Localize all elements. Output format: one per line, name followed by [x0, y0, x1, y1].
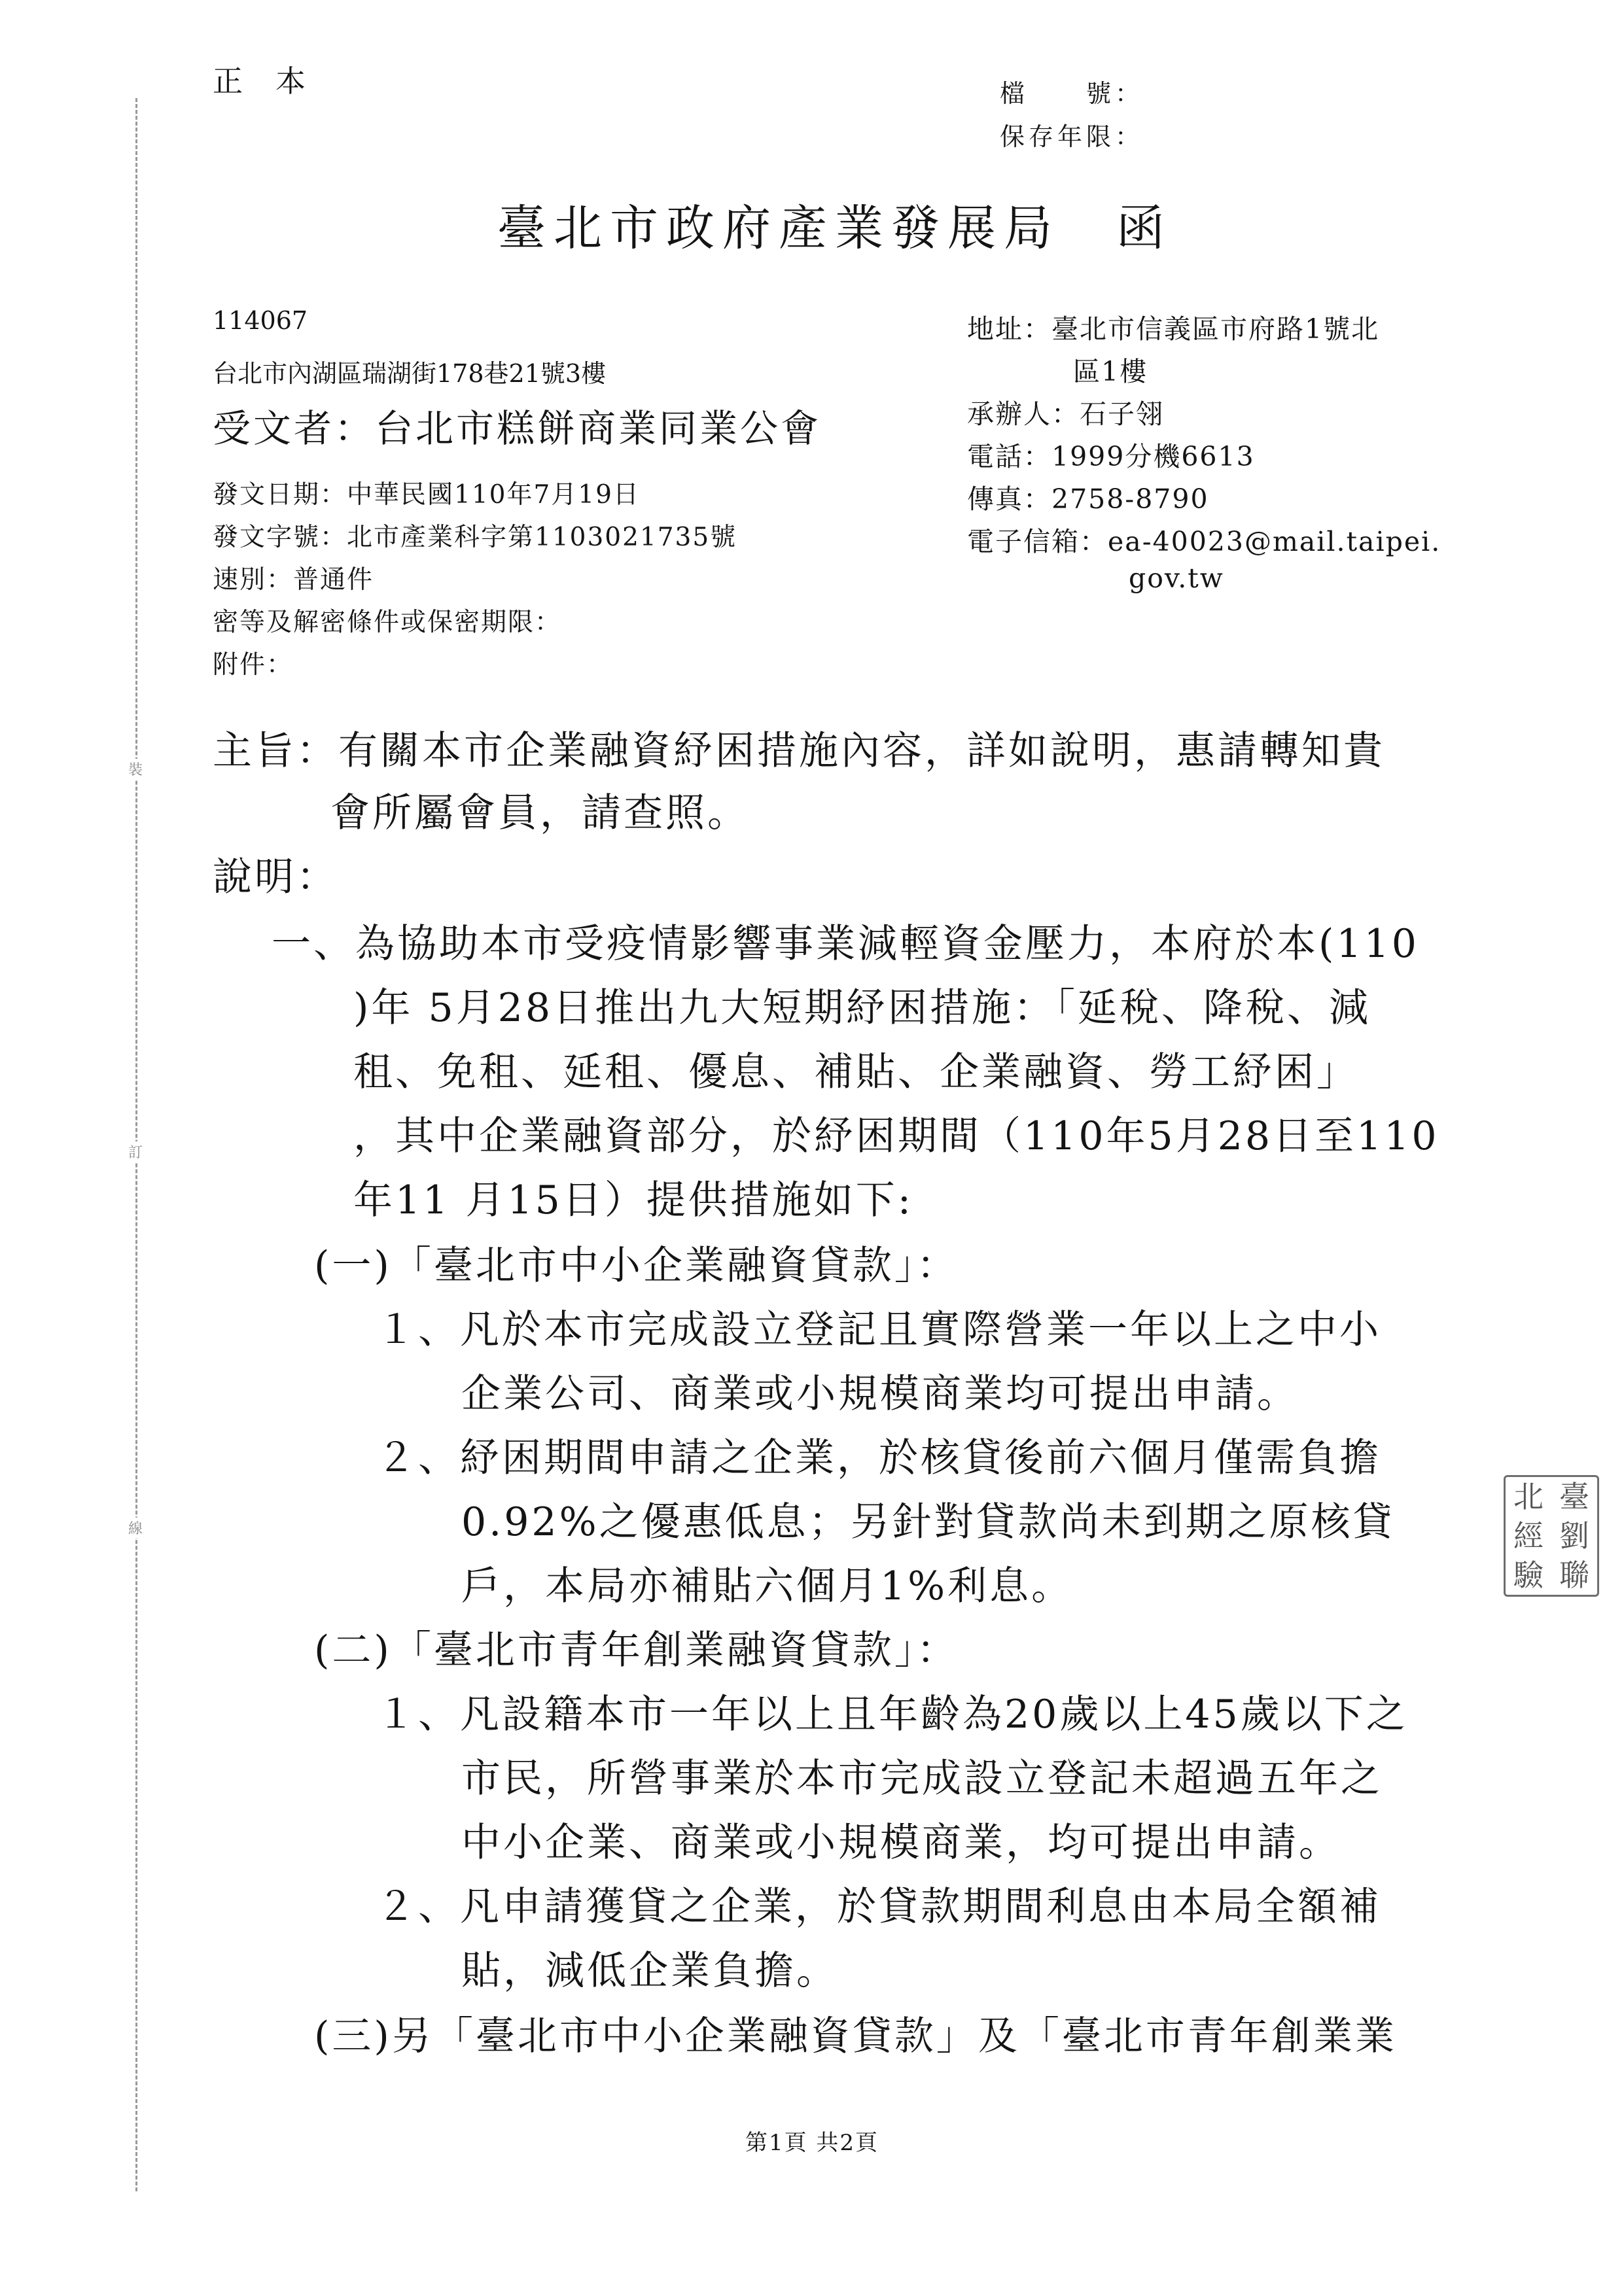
postal-code: 114067 [213, 306, 308, 335]
recipient-address: 台北市內湖區瑞湖街178巷21號3樓 [213, 359, 607, 388]
issue-reference: 發文字號：北市產業科字第1103021735號 [213, 523, 737, 552]
recipient-name: 受文者：台北市糕餅商業同業公會 [213, 406, 822, 451]
file-number: 檔 號： [1000, 79, 1144, 108]
section-1-item2-line3: 戶，本局亦補貼六個月1%利息。 [461, 1563, 1074, 1609]
page-number: 第1頁 共2頁 [745, 2130, 879, 2156]
copy-label: 正本 [213, 63, 338, 99]
section-2-item2-line1: ２、凡申請獲貸之企業，於貸款期間利息由本局全額補 [376, 1884, 1381, 1930]
seal-char: 經 [1513, 1518, 1544, 1554]
binding-mark-xian: 線 [126, 1518, 145, 1538]
paragraph-1-line5: 年11 月15日）提供措施如下: [353, 1177, 913, 1223]
subject-line1: 主旨：有關本市企業融資紓困措施內容，詳如說明，惠請轉知貴 [213, 728, 1385, 774]
seal-char: 劉 [1559, 1518, 1589, 1554]
attachment: 附件： [213, 650, 294, 680]
email-line2: gov.tw [1129, 563, 1224, 594]
section-1-item1-line1: １、凡於本市完成設立登記且實際營業一年以上之中小 [376, 1307, 1381, 1353]
official-seal-stamp [1504, 1475, 1599, 1597]
seal-char: 驗 [1513, 1557, 1544, 1593]
retention-period: 保存年限： [1000, 122, 1144, 151]
section-1-item2-line1: ２、紓困期間申請之企業，於核貸後前六個月僅需負擔 [376, 1435, 1381, 1481]
sender-address-line2: 區1樓 [1073, 356, 1148, 387]
section-1-title: (一)「臺北市中小企業融資貸款」： [314, 1243, 959, 1289]
paragraph-1-line2: )年 5月28日推出九大短期紓困措施：「延稅、降稅、減 [353, 985, 1371, 1031]
subject-line2: 會所屬會員，請查照。 [330, 790, 749, 836]
section-2-item1-line2: 市民，所營事業於本市完成設立登記未超過五年之 [461, 1756, 1383, 1801]
section-2-item1-line1: １、凡設籍本市一年以上且年齡為20歲以上45歲以下之 [376, 1692, 1408, 1737]
paragraph-1-line4: ，其中企業融資部分，於紓困期間（110年5月28日至110 [353, 1113, 1439, 1159]
seal-char: 聯 [1559, 1557, 1589, 1593]
section-2-title: (二)「臺北市青年創業融資貸款」： [314, 1627, 959, 1673]
section-1-item1-line2: 企業公司、商業或小規模商業均可提出申請。 [461, 1371, 1299, 1417]
seal-char: 北 [1513, 1479, 1544, 1514]
fax: 傳真：2758-8790 [967, 483, 1209, 515]
sender-address-line1: 地址：臺北市信義區市府路1號北 [967, 313, 1380, 345]
binding-mark-zhuang: 裝 [126, 759, 145, 779]
section-1-item2-line2: 0.92%之優惠低息；另針對貸款尚未到期之原核貸 [461, 1499, 1395, 1545]
section-2-item2-line2: 貼，減低企業負擔。 [461, 1948, 838, 1994]
explanation-label: 說明： [213, 854, 338, 900]
seal-char: 臺 [1559, 1479, 1589, 1514]
phone: 電話：1999分機6613 [967, 441, 1255, 472]
secrecy-level: 密等及解密條件或保密期限： [213, 608, 562, 637]
delivery-speed: 速別：普通件 [213, 565, 374, 595]
section-2-item1-line3: 中小企業、商業或小規模商業，均可提出申請。 [461, 1820, 1341, 1866]
document-title: 臺北市政府產業發展局 函 [497, 200, 1173, 256]
paragraph-1-line3: 租、免租、延租、優息、補貼、企業融資、勞工紓困」 [353, 1049, 1358, 1095]
contact-person: 承辦人：石子翎 [967, 398, 1164, 430]
email-line1: 電子信箱：ea-40023@mail.taipei. [967, 526, 1441, 557]
section-3-line1: (三)另「臺北市中小企業融資貸款」及「臺北市青年創業業 [314, 2013, 1397, 2059]
issue-date: 發文日期：中華民國110年7月19日 [213, 480, 640, 510]
paragraph-1-line1: 一、為協助本市受疫情影響事業減輕資金壓力，本府於本(110 [272, 921, 1419, 967]
binding-mark-ding: 訂 [126, 1141, 145, 1162]
